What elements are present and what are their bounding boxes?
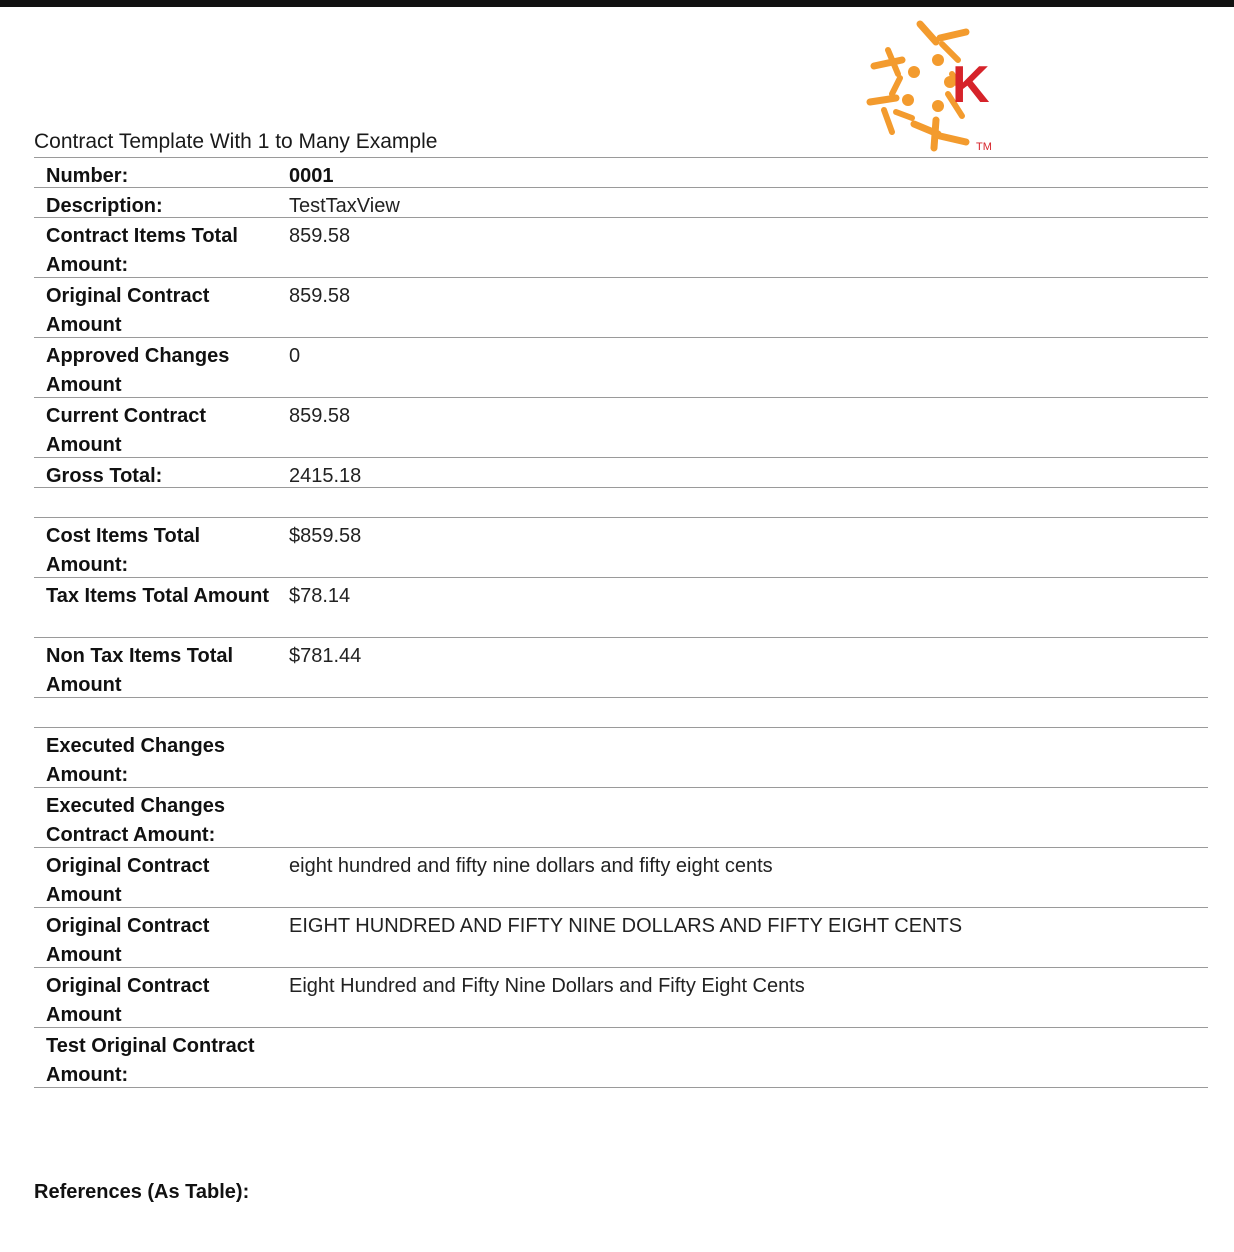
field-row-executed-changes (34, 728, 1208, 788)
logo-letter: K (952, 56, 990, 114)
field-row-cost-items-total (34, 518, 1208, 578)
field-label: Executed Changes Contract Amount: (46, 795, 225, 846)
field-row-original-contract-words-upper (34, 908, 1208, 968)
field-row-number (34, 158, 1208, 188)
field-row-description (34, 188, 1208, 218)
field-label: Original Contract Amount (46, 915, 210, 966)
field-value: 0001 (289, 165, 334, 187)
field-row-blank (34, 488, 1208, 518)
field-row-original-contract-words-title (34, 968, 1208, 1028)
field-label: Contract Items Total Amount: (46, 225, 238, 276)
field-row-original-contract-words-lower (34, 848, 1208, 908)
field-row-executed-changes-contract (34, 788, 1208, 848)
field-label: Original Contract Amount (46, 855, 210, 906)
field-label: Current Contract Amount (46, 405, 207, 456)
field-row-contract-items-total (34, 218, 1208, 278)
field-label: Description: (46, 195, 163, 217)
top-border (0, 0, 1234, 7)
field-label: Executed Changes Amount: (46, 735, 225, 786)
field-value: 0 (289, 345, 301, 367)
company-logo (862, 16, 1010, 158)
field-value: $781.44 (289, 645, 362, 667)
field-value: 859.58 (289, 285, 351, 307)
field-label: Original Contract Amount (46, 285, 210, 336)
field-value: TestTaxView (289, 195, 400, 217)
field-value: $859.58 (289, 525, 362, 547)
field-value: EIGHT HUNDRED AND FIFTY NINE DOLLARS AND FIFTY EIGHT CENTS (289, 915, 963, 937)
field-row-test-original-contract (34, 1028, 1208, 1088)
field-value: Eight Hundred and Fifty Nine Dollars and Fifty Eight Cents (289, 975, 805, 997)
document-title: Contract Template With 1 to Many Example (34, 130, 438, 153)
field-label: Test Original Contract Amount: (46, 1035, 255, 1086)
field-value: $78.14 (289, 585, 351, 607)
references-heading: References (As Table): (34, 1181, 250, 1203)
field-row-original-contract-amount (34, 278, 1208, 338)
field-label: Approved Changes Amount (46, 345, 230, 396)
field-row-approved-changes (34, 338, 1208, 398)
field-value: eight hundred and fifty nine dollars and fifty eight cents (289, 855, 773, 877)
field-value: 859.58 (289, 405, 351, 427)
field-label: Number: (46, 165, 129, 187)
field-row-blank (34, 698, 1208, 728)
field-label: Cost Items Total Amount: (46, 525, 201, 576)
field-row-gross-total (34, 458, 1208, 488)
field-label: Tax Items Total Amount (46, 585, 269, 607)
field-row-non-tax-items-total (34, 638, 1208, 698)
field-label: Original Contract Amount (46, 975, 210, 1026)
field-value: 859.58 (289, 225, 351, 247)
field-row-tax-items-total (34, 578, 1208, 638)
logo-trademark: TM (976, 141, 992, 153)
field-label: Gross Total: (46, 465, 163, 487)
contract-fields-table (34, 157, 1208, 1088)
field-value: 2415.18 (289, 465, 362, 487)
field-row-current-contract (34, 398, 1208, 458)
field-label: Non Tax Items Total Amount (46, 645, 234, 696)
